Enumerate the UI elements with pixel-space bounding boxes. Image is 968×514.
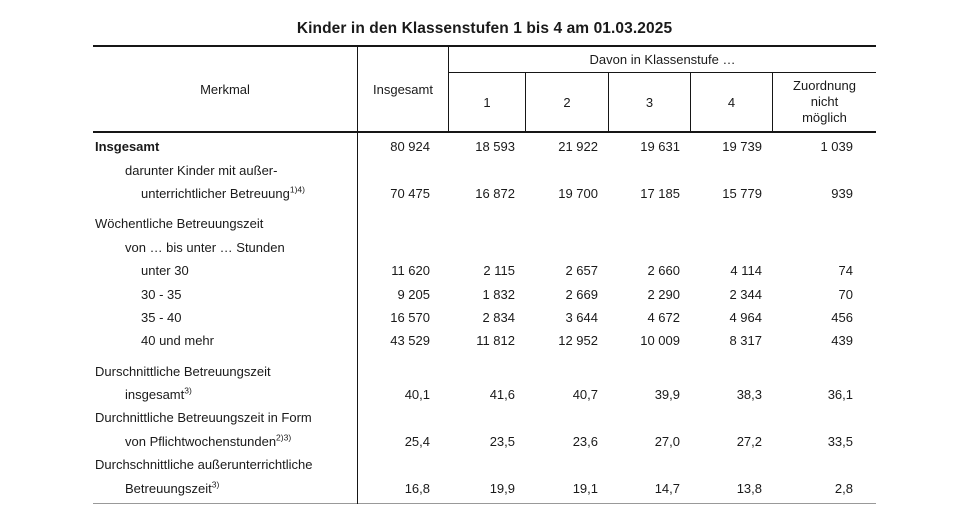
row-label: Wöchentliche Betreuungszeit	[95, 216, 264, 232]
cell-value: 1 039	[820, 139, 853, 155]
cell-value: 19,9	[489, 480, 515, 496]
row-label: unterrichtlicher Betreuung$^{1)4)}$	[141, 184, 305, 201]
cell-value: 12 952	[558, 333, 598, 349]
row-label: Durchnittliche Betreuungszeit in Form	[95, 410, 312, 426]
table-row	[93, 383, 876, 406]
cell-value: 456	[831, 309, 853, 325]
row-label: insgesamt$^{3)}$	[125, 385, 192, 403]
cell-value: 19,1	[572, 480, 598, 496]
cell-value: 40,7	[572, 387, 598, 403]
header-klassenstufe-4: 4	[727, 94, 736, 110]
cell-value: 74	[838, 263, 853, 279]
table-bottom-rule	[93, 503, 876, 504]
table-row	[93, 158, 876, 181]
cell-value: 38,3	[736, 387, 762, 403]
header-davon-spanner: Davon in Klassenstufe …	[589, 51, 736, 67]
header-merkmal: Merkmal	[200, 81, 250, 97]
table-row	[93, 360, 876, 383]
cell-value: 70 475	[390, 185, 430, 201]
cell-value: 80 924	[390, 139, 430, 155]
header-klassenstufe-1: 1	[483, 94, 491, 110]
cell-value: 15 779	[722, 185, 762, 201]
cell-value: 4 114	[730, 263, 762, 279]
header-zuordnung-line: Zuordnung	[793, 78, 856, 93]
table-row	[93, 135, 876, 158]
header-klassenstufe-2: 2	[563, 94, 571, 110]
header-bottom-rule	[93, 131, 876, 133]
footnote-marker: 3)	[184, 385, 192, 396]
table-row	[93, 430, 876, 453]
cell-value: 4 964	[729, 309, 762, 325]
table-row	[93, 306, 876, 329]
cell-value: 2 344	[729, 286, 762, 302]
row-label: Insgesamt	[95, 139, 160, 155]
cell-value: 9 205	[397, 286, 430, 302]
cell-value: 43 529	[390, 333, 430, 349]
cell-value: 2 834	[482, 309, 515, 325]
cell-value: 2,8	[834, 480, 853, 496]
cell-value: 16 872	[475, 185, 515, 201]
cell-value: 14,7	[654, 480, 680, 496]
row-label: 40 und mehr	[141, 333, 214, 349]
header-zuordnung	[773, 73, 876, 131]
cell-value: 41,6	[489, 387, 515, 403]
cell-value: 4 672	[647, 309, 680, 325]
cell-value: 17 185	[640, 185, 680, 201]
cell-value: 18 593	[475, 139, 515, 155]
footnote-marker: 1)4)	[289, 184, 305, 195]
cell-value: 1 832	[482, 286, 515, 302]
cell-value: 2 660	[647, 263, 680, 279]
cell-value: 21 922	[558, 139, 598, 155]
page-title: Kinder in den Klassenstufen 1 bis 4 am 01.03.2025	[296, 20, 673, 37]
row-label: von Pflichtwochenstunden$^{2)3)}$	[125, 432, 292, 449]
section-gap	[93, 205, 876, 212]
cell-value: 27,0	[654, 433, 680, 449]
cell-value: 11 812	[476, 333, 515, 349]
cell-value: 939	[831, 185, 853, 201]
table-row	[93, 282, 876, 305]
cell-value: 39,9	[654, 387, 680, 403]
table-row	[93, 259, 876, 282]
row-label: von … bis unter … Stunden	[125, 239, 285, 255]
cell-value: 19 700	[558, 185, 598, 201]
cell-value: 439	[831, 333, 853, 349]
cell-value: 16 570	[390, 309, 430, 325]
cell-value: 23,5	[489, 433, 515, 449]
header-insgesamt: Insgesamt	[373, 81, 433, 97]
cell-value: 23,6	[572, 433, 598, 449]
row-label: unter 30	[141, 263, 189, 279]
row-label: 35 - 40	[141, 309, 182, 325]
footnote-marker: 2)3)	[276, 432, 292, 443]
table-row	[93, 182, 876, 205]
cell-value: 13,8	[736, 480, 762, 496]
cell-value: 70	[838, 286, 853, 302]
cell-value: 19 631	[640, 139, 680, 155]
table-row	[93, 212, 876, 235]
row-label: darunter Kinder mit außer-	[125, 162, 278, 178]
cell-value: 36,1	[827, 387, 853, 403]
row-label: Betreuungszeit$^{3)}$	[125, 479, 220, 496]
cell-value: 2 290	[647, 286, 680, 302]
row-label: 30 - 35	[141, 286, 182, 302]
cell-value: 40,1	[404, 387, 430, 403]
cell-value: 11 620	[391, 263, 430, 279]
table-row	[93, 329, 876, 352]
row-label: Durschnittliche Betreuungszeit	[95, 363, 271, 379]
cell-value: 33,5	[827, 433, 853, 449]
table-row	[93, 406, 876, 429]
cell-value: 3 644	[565, 309, 598, 325]
header-klassenstufe-3: 3	[645, 94, 654, 110]
header-zuordnung-line: nicht	[810, 94, 839, 109]
table-body	[93, 135, 876, 500]
header-zuordnung-line: möglich	[802, 110, 847, 125]
cell-value: 2 669	[565, 286, 598, 302]
row-label: Durchschnittliche außerunterrichtliche	[95, 457, 313, 473]
cell-value: 2 657	[565, 263, 598, 279]
cell-value: 25,4	[404, 433, 430, 449]
footnote-marker: 3)	[211, 479, 220, 490]
table-row	[93, 453, 876, 476]
table-row	[93, 476, 876, 499]
cell-value: 8 317	[729, 333, 762, 349]
section-gap	[93, 353, 876, 360]
cell-value: 10 009	[640, 333, 680, 349]
cell-value: 19 739	[722, 139, 762, 155]
cell-value: 2 115	[483, 263, 515, 279]
cell-value: 16,8	[404, 480, 430, 496]
cell-value: 27,2	[736, 433, 762, 449]
table-row	[93, 236, 876, 259]
